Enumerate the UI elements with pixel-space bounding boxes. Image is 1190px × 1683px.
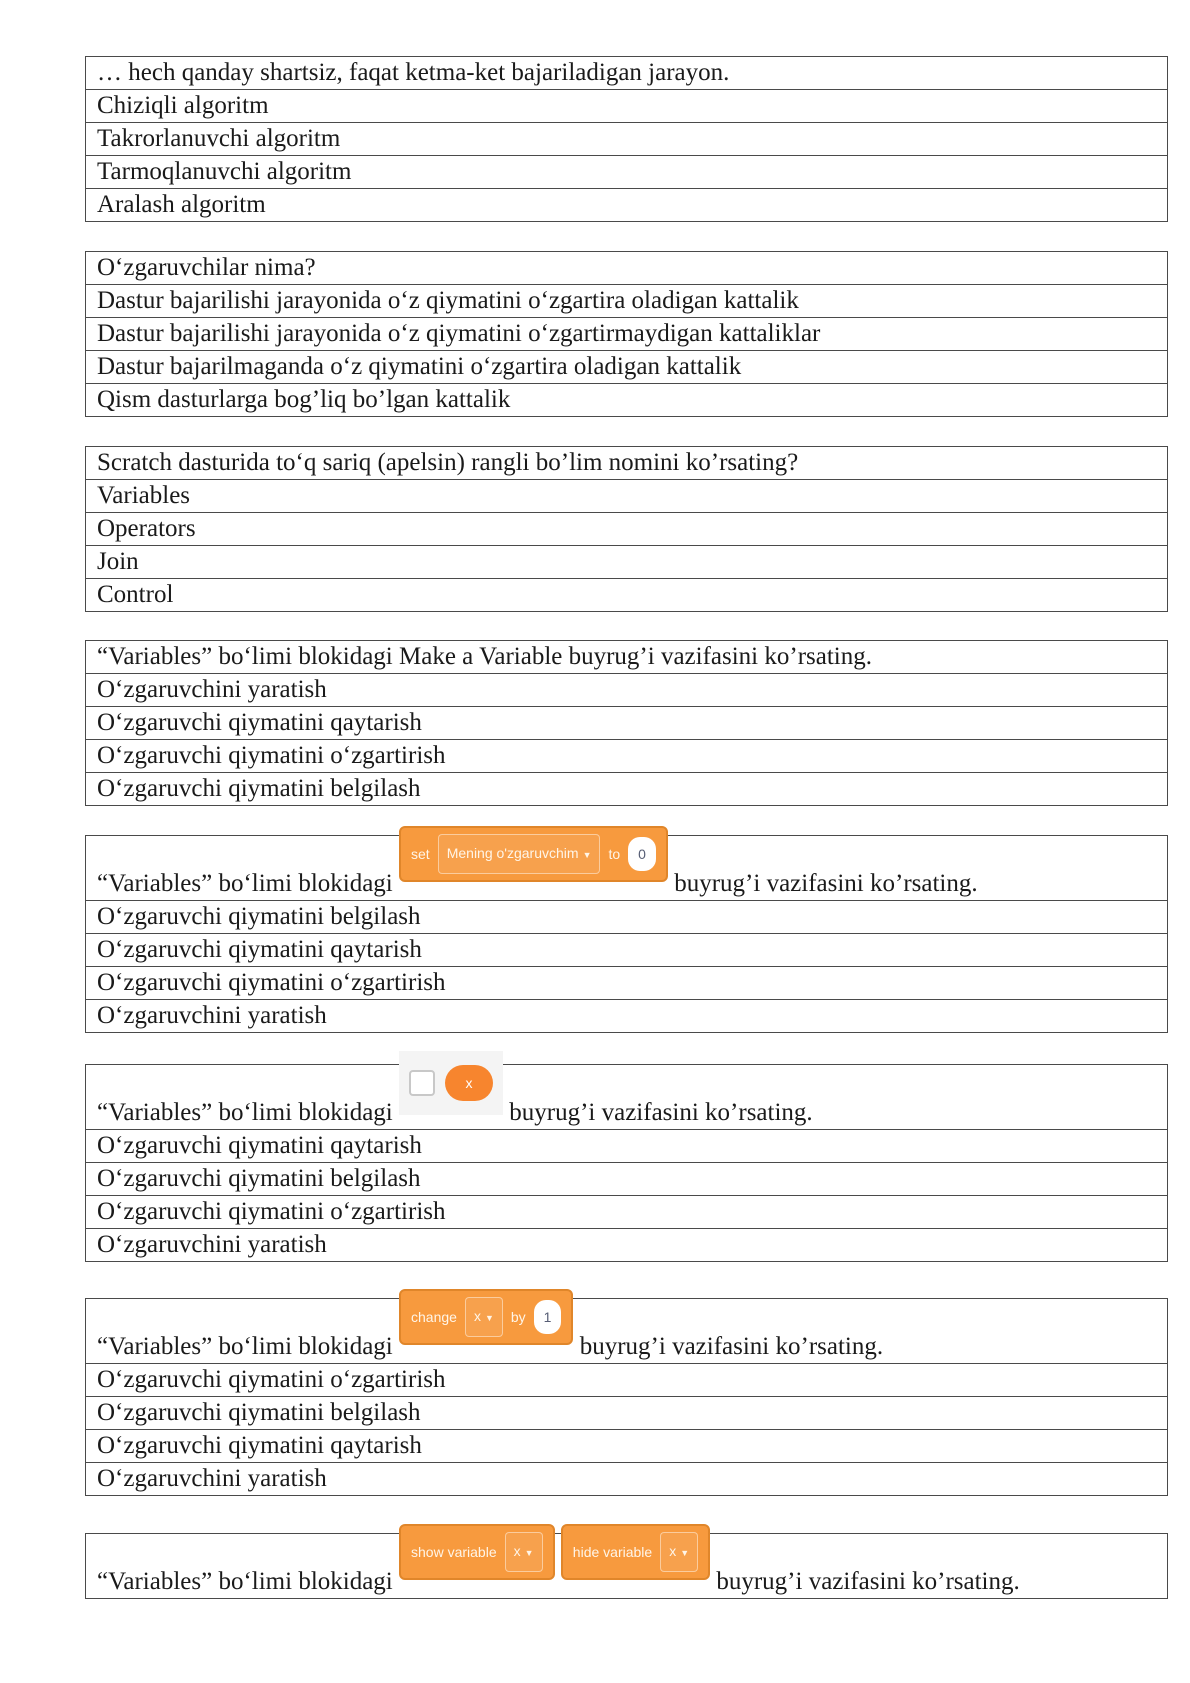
answer-option[interactable]: O‘zgaruvchi qiymatini o‘zgartirish	[86, 740, 1168, 773]
question-text: … hech qanday shartsiz, faqat ketma-ket bajariladigan jarayon.	[86, 57, 1168, 90]
block-keyword: hide variable	[572, 1544, 653, 1560]
answer-option[interactable]: Operators	[86, 513, 1168, 546]
question-table-1	[85, 56, 1168, 222]
question-text: “Variables” bo‘limi blokidagi Make a Variable buyrug’i vazifasini ko’rsating.	[86, 641, 1168, 674]
variable-dropdown: x ▼	[660, 1532, 698, 1572]
block-keyword: to	[608, 846, 621, 862]
answer-option[interactable]: Variables	[86, 480, 1168, 513]
question-prefix: “Variables” bo‘limi blokidagi	[97, 1568, 393, 1595]
question-table-8	[85, 1533, 1168, 1599]
question-table-3	[85, 446, 1168, 612]
question-table-7	[85, 1298, 1168, 1496]
chevron-down-icon: ▼	[582, 850, 592, 860]
answer-option[interactable]: O‘zgaruvchi qiymatini belgilash	[86, 1163, 1168, 1196]
question-table-2	[85, 251, 1168, 417]
answer-option[interactable]: O‘zgaruvchi qiymatini qaytarish	[86, 1130, 1168, 1163]
question-row	[86, 1299, 1168, 1364]
variable-dropdown: x ▼	[465, 1297, 503, 1337]
answer-option[interactable]: Qism dasturlarga bog’liq bo’lgan kattalik	[86, 384, 1168, 417]
answer-option[interactable]: O‘zgaruvchi qiymatini belgilash	[86, 773, 1168, 806]
answer-option[interactable]: Dastur bajarilishi jarayonida o‘z qiymatini o‘zgartirmaydigan kattaliklar	[86, 318, 1168, 351]
answer-option[interactable]: O‘zgaruvchi qiymatini qaytarish	[86, 934, 1168, 967]
variable-dropdown: Mening o'zgaruvchim ▼	[438, 834, 601, 874]
question-table-4	[85, 640, 1168, 806]
block-keyword: set	[411, 846, 430, 862]
question-text: O‘zgaruvchilar nima?	[86, 252, 1168, 285]
value-input: 0	[628, 837, 656, 871]
scratch-reporter-block	[399, 1065, 503, 1129]
answer-option[interactable]: O‘zgaruvchi qiymatini belgilash	[86, 901, 1168, 934]
answer-option[interactable]: O‘zgaruvchi qiymatini qaytarish	[86, 1430, 1168, 1463]
scratch-show-variable-block	[399, 1542, 555, 1598]
chevron-down-icon: ▼	[680, 1548, 690, 1558]
answer-option[interactable]: Join	[86, 546, 1168, 579]
value-input: 1	[534, 1300, 562, 1334]
question-row	[86, 1534, 1168, 1599]
answer-option[interactable]: Takrorlanuvchi algoritm	[86, 123, 1168, 156]
answer-option[interactable]: O‘zgaruvchi qiymatini o‘zgartirish	[86, 1364, 1168, 1397]
answer-option[interactable]: O‘zgaruvchini yaratish	[86, 1000, 1168, 1033]
question-suffix: buyrug’i vazifasini ko’rsating.	[579, 1333, 884, 1360]
scratch-change-block	[399, 1307, 573, 1363]
answer-option[interactable]: Control	[86, 579, 1168, 612]
question-prefix: “Variables” bo‘limi blokidagi	[97, 1099, 393, 1126]
answer-option[interactable]: Aralash algoritm	[86, 189, 1168, 222]
answer-option[interactable]: O‘zgaruvchi qiymatini o‘zgartirish	[86, 967, 1168, 1000]
answer-option[interactable]: O‘zgaruvchi qiymatini o‘zgartirish	[86, 1196, 1168, 1229]
question-suffix: buyrug’i vazifasini ko’rsating.	[716, 1568, 1020, 1595]
block-keyword: show variable	[411, 1544, 497, 1560]
variable-reporter: x	[445, 1065, 493, 1101]
scratch-hide-variable-block	[561, 1542, 710, 1598]
checkbox-icon	[409, 1070, 435, 1096]
answer-option[interactable]: O‘zgaruvchi qiymatini qaytarish	[86, 707, 1168, 740]
question-prefix: “Variables” bo‘limi blokidagi	[97, 870, 393, 897]
answer-option[interactable]: Tarmoqlanuvchi algoritm	[86, 156, 1168, 189]
block-keyword: change	[411, 1309, 457, 1325]
answer-option[interactable]: O‘zgaruvchini yaratish	[86, 674, 1168, 707]
scratch-set-block	[399, 844, 668, 900]
question-table-5	[85, 835, 1168, 1033]
answer-option[interactable]: Dastur bajarilmaganda o‘z qiymatini o‘zgartira oladigan kattalik	[86, 351, 1168, 384]
chevron-down-icon: ▼	[524, 1548, 534, 1558]
question-suffix: buyrug’i vazifasini ko’rsating.	[674, 870, 978, 897]
variable-dropdown: x ▼	[505, 1532, 543, 1572]
question-row	[86, 1065, 1168, 1130]
block-keyword: by	[510, 1309, 526, 1325]
answer-option[interactable]: Dastur bajarilishi jarayonida o‘z qiymatini o‘zgartira oladigan kattalik	[86, 285, 1168, 318]
answer-option[interactable]: O‘zgaruvchi qiymatini belgilash	[86, 1397, 1168, 1430]
question-text: Scratch dasturida to‘q sariq (apelsin) rangli bo’lim nomini ko’rsating?	[86, 447, 1168, 480]
answer-option[interactable]: Chiziqli algoritm	[86, 90, 1168, 123]
question-row	[86, 836, 1168, 901]
answer-option[interactable]: O‘zgaruvchini yaratish	[86, 1229, 1168, 1262]
question-suffix: buyrug’i vazifasini ko’rsating.	[509, 1099, 813, 1126]
chevron-down-icon: ▼	[484, 1313, 494, 1323]
question-prefix: “Variables” bo‘limi blokidagi	[97, 1333, 393, 1360]
answer-option[interactable]: O‘zgaruvchini yaratish	[86, 1463, 1168, 1496]
question-table-6	[85, 1064, 1168, 1262]
